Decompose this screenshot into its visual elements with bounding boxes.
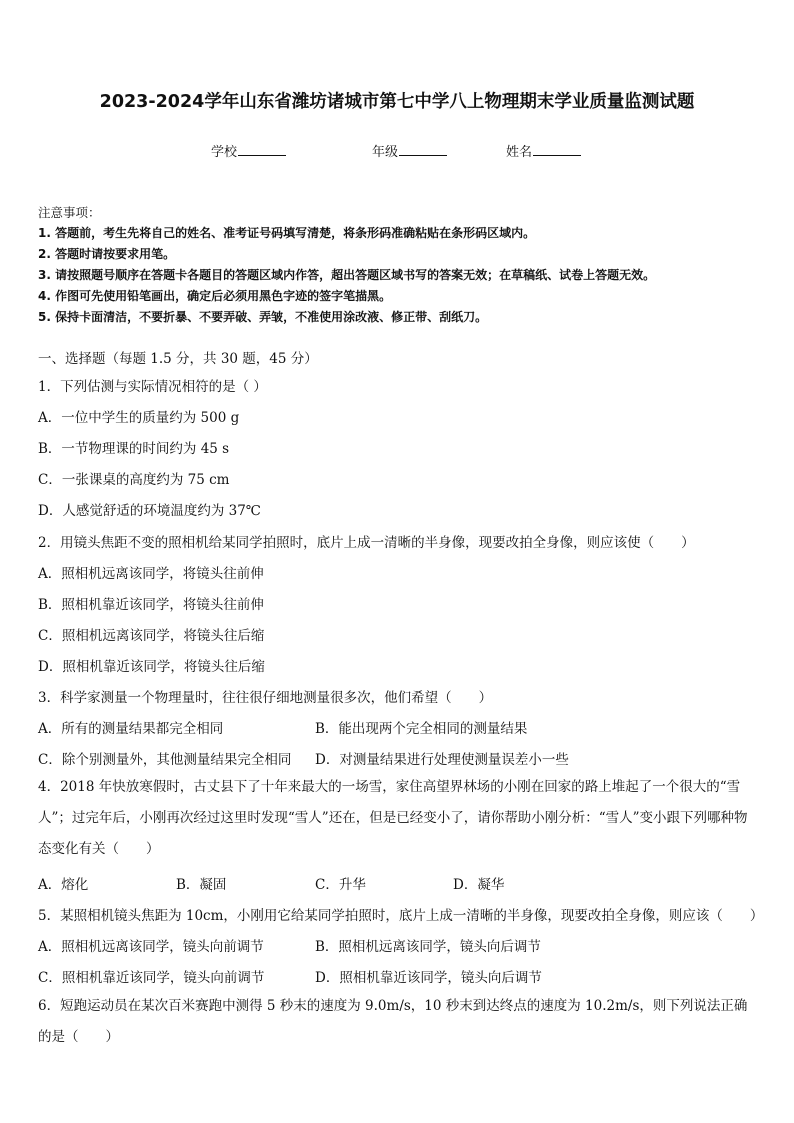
section-heading: 一、选择题（每题 1.5 分，共 30 题，45 分）: [38, 351, 318, 367]
option-a[interactable]: A．一位中学生的质量约为 500 g: [38, 410, 240, 426]
option-b[interactable]: B．一节物理课的时间约为 45 s: [38, 441, 230, 457]
notice-heading: 注意事项：: [38, 205, 101, 220]
option-b[interactable]: B．照相机靠近该同学，将镜头往前伸: [38, 597, 264, 613]
option-c[interactable]: C．升华: [315, 877, 366, 893]
option-c[interactable]: C．照相机靠近该同学，镜头向前调节: [38, 970, 265, 986]
option-c[interactable]: C．一张课桌的高度约为 75 cm: [38, 472, 230, 488]
option-a[interactable]: A．所有的测量结果都完全相同: [38, 721, 224, 737]
grade-label: 年级: [372, 145, 399, 160]
notice-item: 4. 作图可先使用铅笔画出，确定后必须用黑色字迹的签字笔描黑。: [38, 289, 392, 303]
notice-item: 2. 答题时请按要求用笔。: [38, 247, 176, 261]
option-d[interactable]: D．凝华: [453, 877, 505, 893]
name-field[interactable]: [506, 141, 581, 160]
option-b[interactable]: B．照相机远离该同学，镜头向后调节: [315, 939, 541, 955]
option-d[interactable]: D．人感觉舒适的环境温度约为 37℃: [38, 503, 261, 519]
school-field[interactable]: [211, 141, 286, 160]
option-c[interactable]: C．除个别测量外，其他测量结果完全相同: [38, 752, 292, 768]
notice-item: 1. 答题前，考生先将自己的姓名、准考证号码填写清楚，将条形码准确粘贴在条形码区域内。: [38, 226, 536, 240]
option-d[interactable]: D．照相机靠近该同学，将镜头往后缩: [38, 659, 265, 675]
option-c[interactable]: C．照相机远离该同学，将镜头往后缩: [38, 628, 265, 644]
question-stem: 5．某照相机镜头焦距为 10cm，小刚用它给某同学拍照时，底片上成一清晰的半身像，现要改拍全身像，则应该（ ）: [38, 908, 764, 924]
grade-blank[interactable]: [399, 143, 447, 156]
option-a[interactable]: A．照相机远离该同学，镜头向前调节: [38, 939, 264, 955]
option-d[interactable]: D．照相机靠近该同学，镜头向后调节: [315, 970, 542, 986]
question-stem: 3．科学家测量一个物理量时，往往很仔细地测量很多次，他们希望（ ）: [38, 690, 493, 706]
option-b[interactable]: B．能出现两个完全相同的测量结果: [315, 721, 528, 737]
school-label: 学校: [211, 145, 238, 160]
question-stem: 4．2018 年快放寒假时，古丈县下了十年来最大的一场雪，家住高望界林场的小刚在回家的路上堆起了一个很大的“雪人”；过完年后，小刚再次经过这里时发现“雪人”还在，但是已经变小了，请你帮助小刚分析：“雪人”变小跟下列哪种物态变化有关（ ）: [38, 779, 748, 857]
notice-item: 5. 保持卡面清洁，不要折暴、不要弄破、弄皱，不准使用涂改液、修正带、刮纸刀。: [38, 310, 488, 324]
option-a[interactable]: A．照相机远离该同学，将镜头往前伸: [38, 566, 264, 582]
option-d[interactable]: D．对测量结果进行处理使测量误差小一些: [315, 752, 569, 768]
page-title: 2023-2024学年山东省潍坊诸城市第七中学八上物理期末学业质量监测试题: [99, 92, 695, 112]
grade-field[interactable]: [372, 141, 447, 160]
name-blank[interactable]: [533, 143, 581, 156]
option-a[interactable]: A．熔化: [38, 877, 89, 893]
question-stem: 2．用镜头焦距不变的照相机给某同学拍照时，底片上成一清晰的半身像，现要改拍全身像，则应该使（ ）: [38, 535, 695, 551]
name-label: 姓名: [506, 145, 533, 160]
option-b[interactable]: B．凝固: [176, 877, 227, 893]
notice-item: 3. 请按照题号顺序在答题卡各题目的答题区域内作答，超出答题区域书写的答案无效；在草稿纸、试卷上答题无效。: [38, 268, 656, 282]
school-blank[interactable]: [238, 143, 286, 156]
question-stem: 1．下列估测与实际情况相符的是（ ）: [38, 379, 267, 395]
question-stem: 6．短跑运动员在某次百米赛跑中测得 5 秒末的速度为 9.0m/s，10 秒末到达终点的速度为 10.2m/s，则下列说法正确的是（ ）: [38, 998, 748, 1045]
